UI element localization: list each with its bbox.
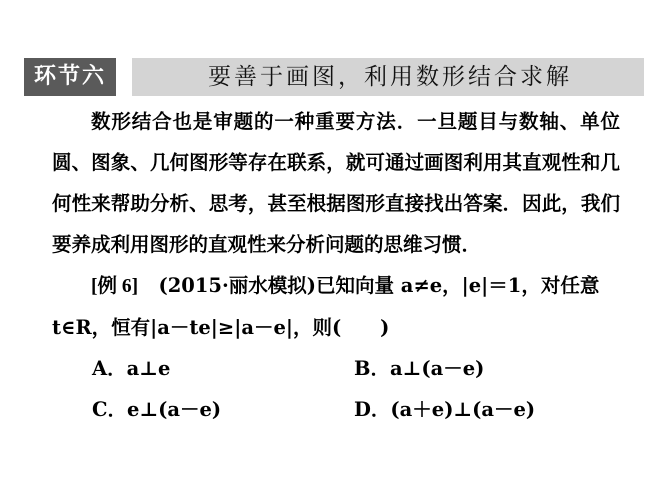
tab-divider — [116, 58, 132, 96]
section-header — [24, 58, 644, 96]
option-text: (a＋e)⊥(a－e) — [390, 398, 536, 421]
option-a[interactable] — [52, 348, 354, 389]
option-c[interactable] — [52, 389, 354, 430]
option-b[interactable] — [354, 348, 484, 389]
section-tab: 环节六 — [24, 58, 116, 96]
example-question: 已知向量 a≠e，|e|＝1，对任意 t∈R，恒有|a－te|≥|a－e|，则( ) — [52, 274, 600, 339]
option-letter: B． — [354, 357, 390, 380]
options-row-1 — [52, 348, 620, 389]
option-d[interactable] — [354, 389, 535, 430]
option-text: a⊥(a－e) — [389, 357, 485, 380]
example-source: (2015·丽水模拟) — [158, 274, 317, 297]
option-text: e⊥(a－e) — [127, 398, 222, 421]
section-title: 要善于画图，利用数形结合求解 — [208, 64, 572, 90]
main-content — [52, 101, 620, 430]
example-label: [例 6] — [91, 276, 139, 297]
options-row-2 — [52, 389, 620, 430]
option-letter: C． — [92, 398, 128, 421]
intro-paragraph: 数形结合也是审题的一种重要方法．一旦题目与数轴、单位圆、图象、几何图形等存在联系，就可通过画图利用其直观性和几何性来帮助分析、思考，甚至根据图形直接找出答案．因此，我们要养成利用图形的直观性来分析问题的思维习惯． — [52, 110, 620, 256]
option-letter: A． — [92, 357, 127, 380]
example-stem — [52, 265, 620, 348]
option-letter: D． — [354, 398, 391, 421]
option-text: a⊥e — [126, 357, 171, 380]
answer-options — [52, 348, 620, 430]
